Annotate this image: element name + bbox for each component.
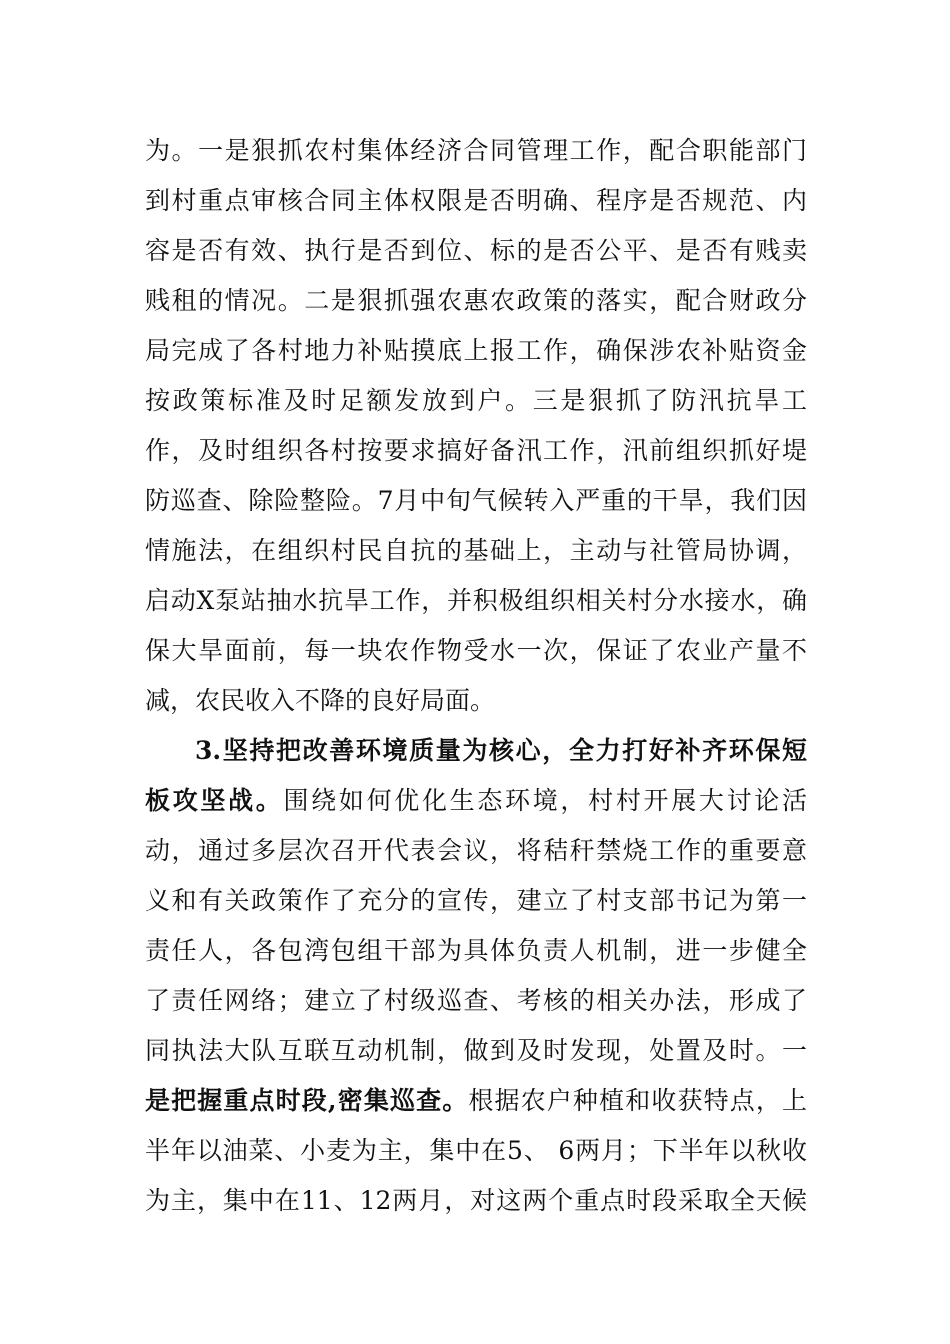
text-line: 板攻坚战。围绕如何优化生态环境，村村开展大讨论活 [145,786,807,815]
text-line: 半年以油菜、小麦为主，集中在5、 6两月；下半年以秋收 [145,1136,807,1165]
text-line: 保大旱面前，每一块农作物受水一次，保证了农业产量不 [145,636,807,665]
section-heading-line [145,726,807,776]
text-line: 责任人，各包湾包组干部为具体负责人机制，进一步健全 [145,936,807,965]
text-line: 局完成了各村地力补贴摸底上报工作，确保涉农补贴资金 [145,336,807,365]
section-heading-end: 板攻坚战。 [145,786,284,815]
text-line: 启动X泵站抽水抗旱工作，并积极组织相关村分水接水，确 [145,586,807,615]
text-line: 了责任网络；建立了村级巡查、考核的相关办法，形成了 [145,986,807,1015]
text-line: 为主，集中在11、12两月，对这两个重点时段采取全天候 [145,1186,807,1215]
subpoint-heading: 是把握重点时段,密集巡查。 [145,1086,469,1115]
text-line: 义和有关政策作了充分的宣传，建立了村支部书记为第一 [145,886,807,915]
body-text [145,126,807,1226]
text-line: 情施法，在组织村民自抗的基础上，主动与社管局协调， [145,536,807,565]
text-line: 到村重点审核合同主体权限是否明确、程序是否规范、内 [145,186,807,215]
text-line-paragraph-end: 减，农民收入不降的良好局面。 [145,686,496,715]
text-line: 是把握重点时段,密集巡查。根据农户种植和收获特点，上 [145,1086,807,1115]
text-line: 同执法大队互联互动机制，做到及时发现，处置及时。一 [145,1036,807,1065]
text-line: 为。一是狠抓农村集体经济合同管理工作，配合职能部门 [145,136,807,165]
text-line: 防巡查、除险整险。7月中旬气候转入严重的干旱，我们因 [145,486,807,515]
text-line: 贱租的情况。二是狠抓强农惠农政策的落实，配合财政分 [145,286,807,315]
text-line: 作，及时组织各村按要求搞好备汛工作，汛前组织抓好堤 [145,436,807,465]
section-heading: 3.坚持把改善环境质量为核心，全力打好补齐环保短 [195,736,807,765]
text-line: 动，通过多层次召开代表会议，将秸秆禁烧工作的重要意 [145,836,807,865]
text-line: 按政策标准及时足额发放到户。三是狠抓了防汛抗旱工 [145,386,807,415]
text-line: 容是否有效、执行是否到位、标的是否公平、是否有贱卖 [145,236,807,265]
